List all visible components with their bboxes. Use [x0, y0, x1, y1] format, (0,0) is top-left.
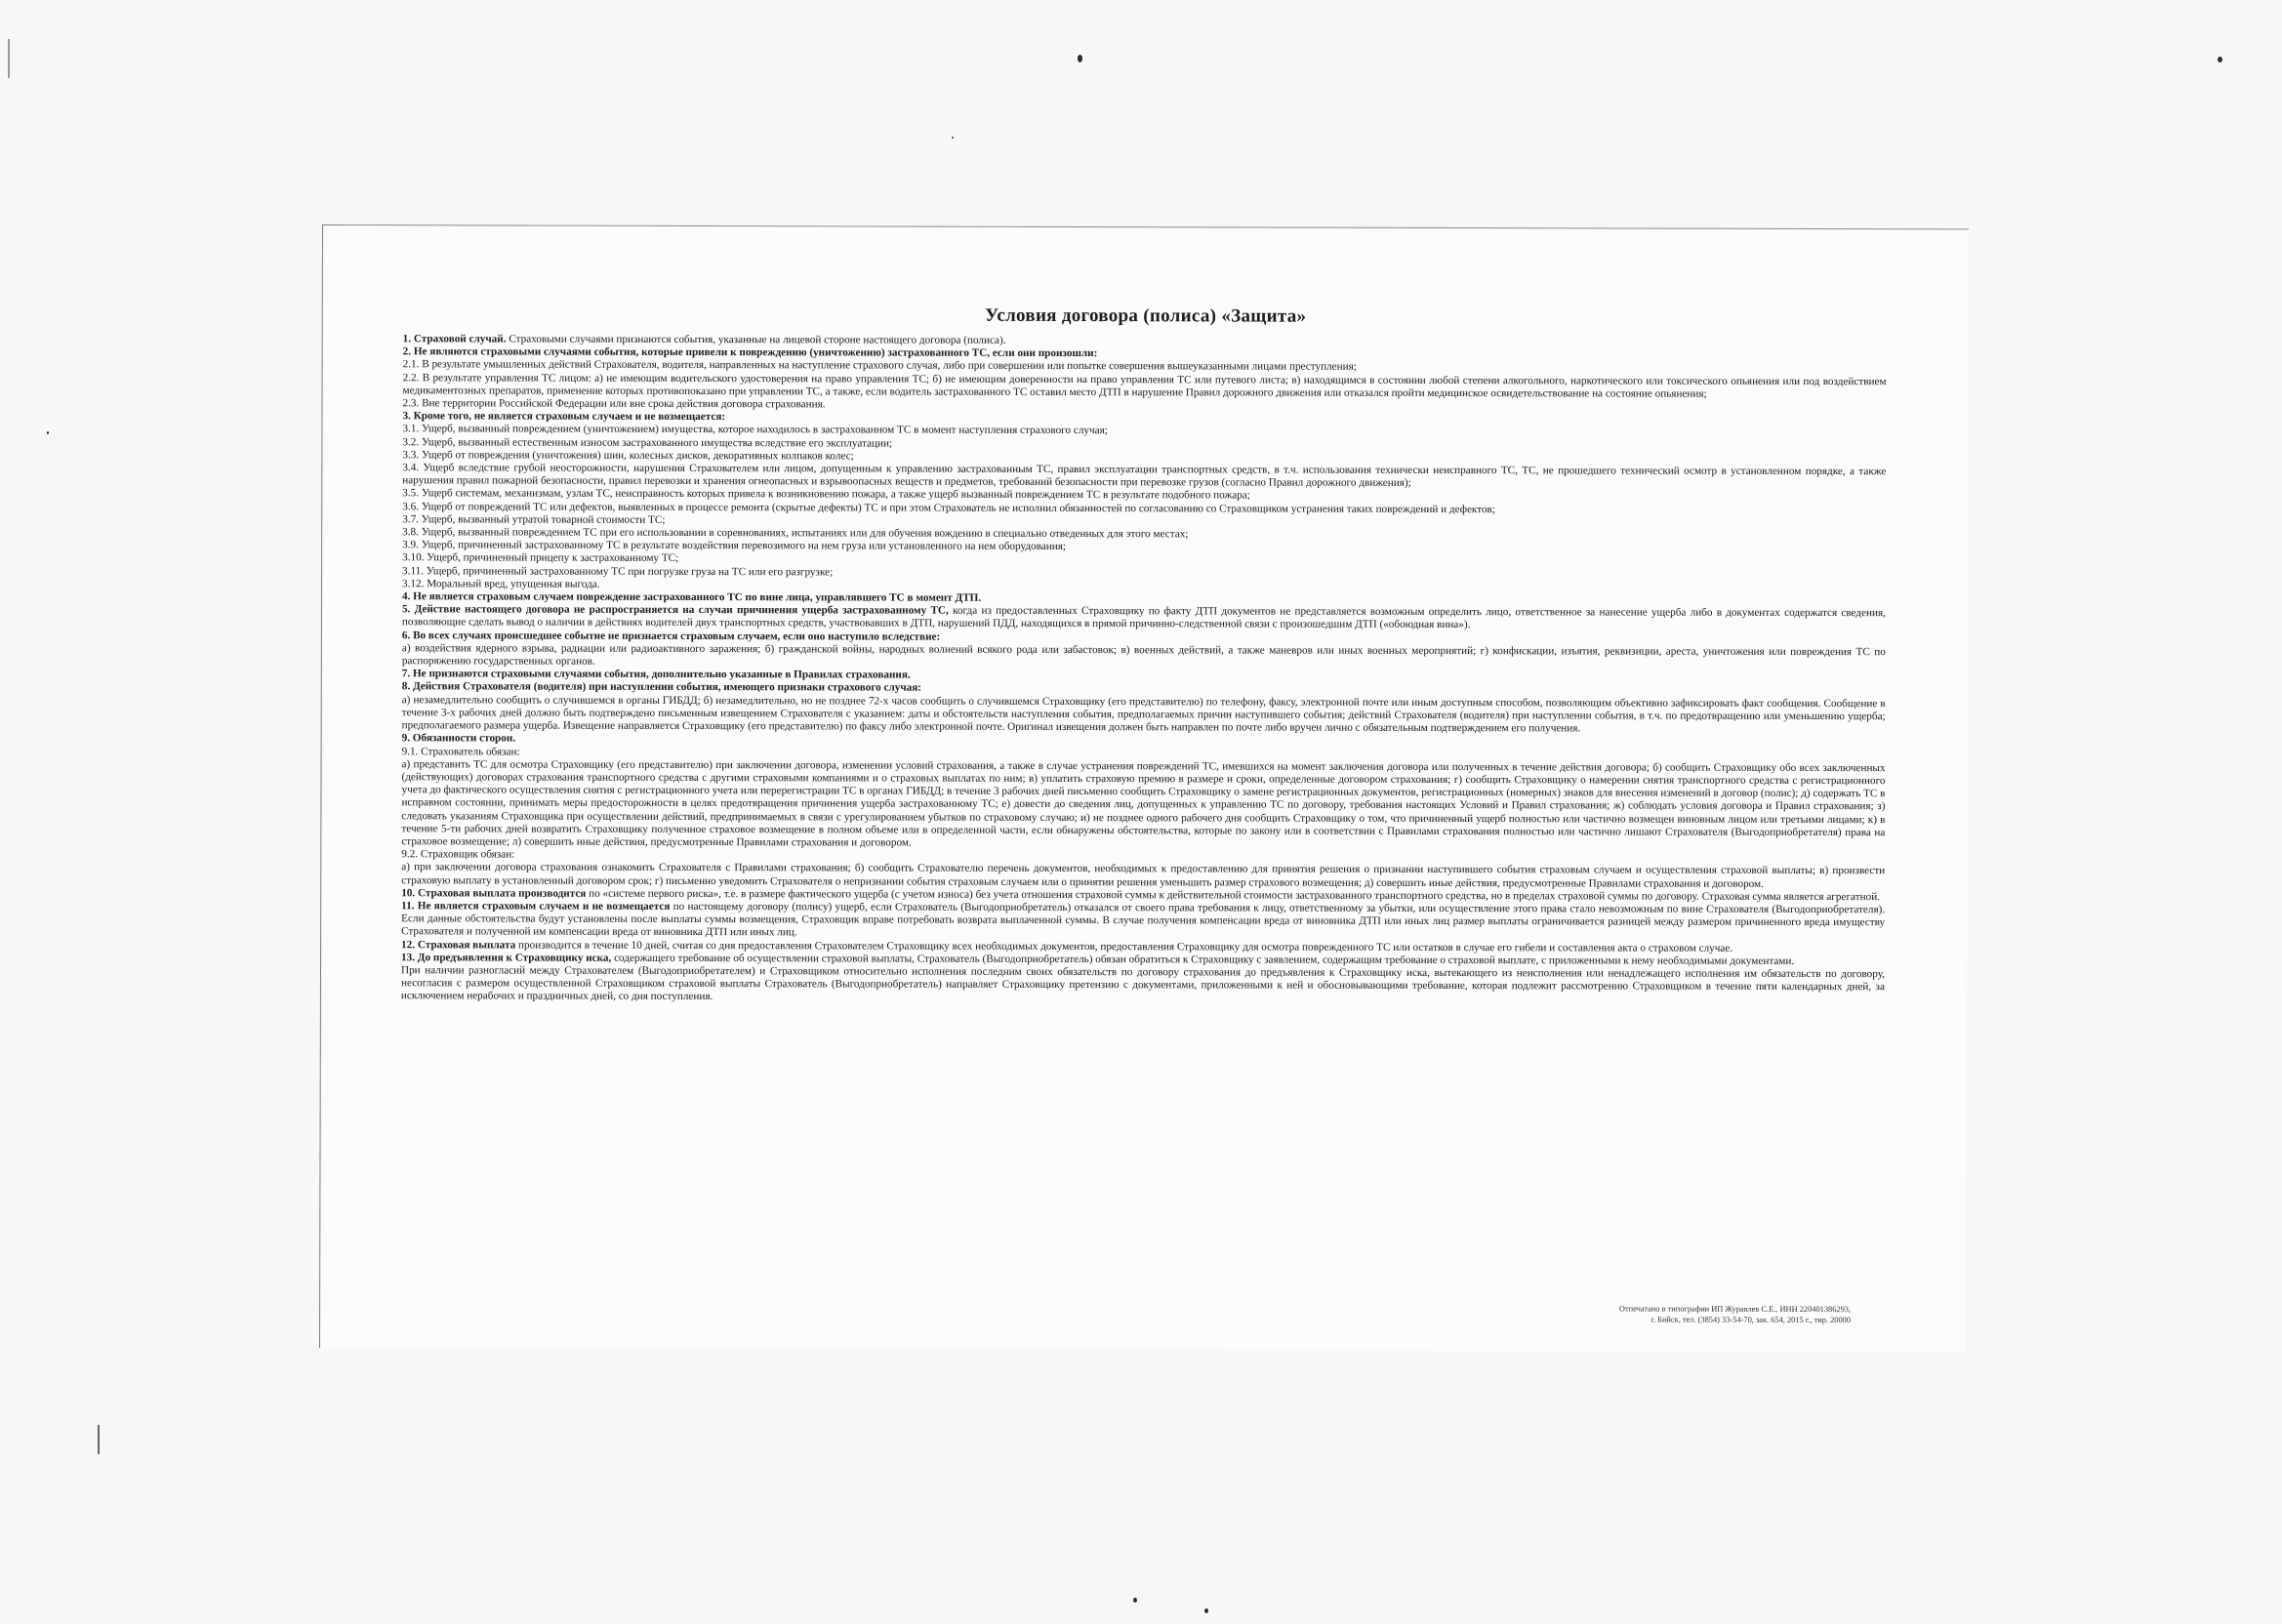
- clause-paragraph: [402, 642, 1886, 671]
- clause-text: а) воздействия ядерного взрыва, радиации или радиоактивного заражения; б) гражданской войны, народных волнений всякого рода или забастовок; в) военных действий, а также маневров или иных военных мероприятий; г) конфискации, изъятия, реквизиции, ареста, уничтожения или повреждения ТС по распоряжению государственных органов.: [401, 642, 1886, 668]
- clause-text: 3.12. Моральный вред, упущенная выгода.: [402, 578, 600, 590]
- clause-paragraph: [401, 862, 1885, 891]
- clause-text: 2.1. В результате умышленных действий Страхователя, водителя, направленных на наступление страхового случая, либо при совершении или попытке совершения вышеуказанными лицами преступления;: [402, 358, 1357, 374]
- clause-text: 3.8. Ущерб, вызванный повреждением ТС при его использовании в соревнованиях, испытаниях или для обучения вождению в специально отведенных для этого местах;: [402, 526, 1189, 541]
- scan-speck: [47, 431, 49, 434]
- clause-paragraph: [402, 603, 1886, 632]
- clause-text: 3.10. Ущерб, причиненный прицепу к застрахованному ТС;: [402, 551, 679, 565]
- clause-text: а) незамедлительно сообщить о случившемся в органы ГИБДД; б) незамедлительно, но не позднее 72-х часов сообщить о случившемся Страховщику (его представителю) по телефону, факсу, электронной почте или иным доступным способом, позволяющим объективно зафиксировать факт сообщения. Сообщение в течение 3-х рабочих дней должно быть подтверждено письменным извещением Страхователя с указанием: даты и обстоятельств наступления события, предполагаемых причин наступившего события; действий Страхователя (водителя) при наступлении события, в т.ч. по предотвращению или уменьшению ущерба; предполагаемого размера ущерба. Извещение направляется Страховщику (его представителю) по факсу либо электронной почте. Оригинал извещения должен быть направлен по почте либо вручен лично с обязательным подтверждением его получения.: [401, 693, 1886, 735]
- scan-speck: [1078, 55, 1082, 62]
- clause-paragraph: [402, 462, 1886, 491]
- clause-text: по настоящему договору (полису) ущерб, если Страхователь (Выгодоприобретатель) отказался от своего права требования к лицу, ответственному за убытки, или осуществление этого права стало невозможным по вине Страхователя (Выгодоприобретателя). Если данные обстоятельства будут установлены после выплаты суммы возмещения, Страховщик вправе потребовать возврата выплаченной суммы. В случае получения компенсации вреда от виновника ДТП или иных лиц размер выплаты ограничивается разницей между размером причиненного вреда имуществу Страхователя и полученной им компенсации вреда от виновника ДТП или иных лиц.: [401, 900, 1886, 939]
- clause-paragraph: [402, 694, 1886, 737]
- clause-text: 9.2. Страховщик обязан:: [401, 848, 515, 861]
- scan-edge-mark: [8, 39, 10, 78]
- clause-heading: 7. Не признаются страховыми случаями события, дополнительно указанные в Правилах страхования.: [401, 668, 911, 681]
- printer-imprint: [1528, 1304, 1851, 1325]
- clause-heading: 3. Кроме того, не является страховым случаем и не возмещается:: [402, 410, 726, 424]
- clause-text: При наличии разногласий между Страхователем (Выгодоприобретателем) и Страховщиком относительно исполнения последним своих обязательств по договору страхования до предъявления к Страховщику иска, вытекающего из неисполнения или ненадлежащего исполнения им обязательств по договору, несогласия с размером осуществленной Страховщиком страховой выплаты Страхователь (Выгодоприобретатель) направляет Страховщику претензию с документами, приложенными к ней и обосновывающими требование, которая подлежит рассмотрению Страховщиком в течение пяти календарных дней, за исключением нерабочих и праздничных дней, со дня поступления.: [400, 964, 1886, 1003]
- clause-heading: 6. Во всех случаях происшедшее событие не признается страховым случаем, если оно наступило вследствие:: [401, 629, 941, 643]
- clause-text: 2.2. В результате управления ТС лицом: а) не имеющим водительского удостоверения на право управления ТС; б) не имеющим доверенности на право управления ТС или путевого листа; в) находящимся в состоянии любой степени алкогольного, наркотического или токсического опьянения или под воздействием медикаментозных препаратов, применение которых противопоказано при управлении ТС, а также, если водитель застрахованного ТС оставил место ДТП в нарушение Правил дорожного движения или отказался пройти медицинское освидетельствование на состояние опьянения;: [402, 371, 1887, 400]
- contract-sheet: [319, 224, 1969, 1352]
- clause-heading: 10. Страховая выплата производится: [401, 886, 587, 900]
- clause-text: когда из предоставленных Страховщику по факту ДТП документов не представляется возможным определить лицо, ответственное за нанесение ущерба либо в документах содержатся сведения, позволяющие сделать вывод о наличии в действиях водителей двух транспортных средств, участвовавших в ДТП, нарушений ПДД, находящихся в прямой причинно-следственной связи с произошедшим ДТП («обоюдная вина»).: [401, 604, 1886, 631]
- clause-paragraph: [401, 758, 1885, 852]
- clause-text: по «системе первого риска», т.е. в размере фактического ущерба (с учетом износа) без учета отношения страховой суммы к действительной стоимости застрахованного транспортного средства, но в пределах страховой суммы по договору. Страховая сумма является агрегатной.: [586, 887, 1880, 903]
- clauses-body: [401, 333, 1887, 1007]
- clause-paragraph: [401, 900, 1885, 943]
- clause-text: 3.3. Ущерб от повреждения (уничтожения) шин, колесных дисков, декоративных колпаков колес;: [402, 449, 854, 463]
- clause-heading: 1. Страховой случай.: [402, 333, 507, 345]
- clause-heading: 13. До предъявления к Страховщику иска,: [401, 951, 612, 964]
- imprint-line: г. Бийск, тел. (3854) 33-54-70, зак. 654, 2015 г., тир. 20000: [1650, 1315, 1852, 1324]
- clause-text: 3.7. Ущерб, вызванный утратой товарной стоимости ТС;: [402, 513, 666, 526]
- clause-text: 3.9. Ущерб, причиненный застрахованному ТС в результате воздействия перевозимого на нем груза или установленного на нем оборудования;: [402, 539, 1066, 553]
- clause-text: 9.1. Страхователь обязан:: [401, 745, 520, 758]
- clause-paragraph: [401, 964, 1885, 1007]
- clause-heading: 12. Страховая выплата: [401, 938, 516, 952]
- scan-speck: [2218, 57, 2222, 62]
- scan-speck: [1204, 1608, 1208, 1613]
- clause-heading: 2. Не являются страховыми случаями события, которые привели к повреждению (уничтожению) застрахованного ТС, если они произошли:: [402, 345, 1098, 360]
- document-title: Условия договора (полиса) «Защита»: [985, 304, 1307, 327]
- clause-heading: 5. Действие настоящего договора не распространяется на случаи причинения ущерба застрахованному ТС,: [401, 603, 949, 617]
- clause-heading: 4. Не является страховым случаем повреждение застрахованного ТС по вине лица, управлявшего ТС в момент ДТП.: [401, 590, 982, 604]
- clause-text: 2.3. Вне территории Российской Федерации или вне срока действия договора страхования.: [402, 397, 826, 411]
- clause-text: 3.4. Ущерб вследствие грубой неосторожности, нарушения Страхователем или лицом, допущенным к управлению застрахованным ТС, правил эксплуатации транспортных средств, в т.ч. использования технически неисправного ТС, ТС, не прошедшего технический осмотр в установленном порядке, а также нарушения правил пожарной безопасности, правил перевозки и хранения огнеопасных и взрывоопасных веществ и предметов, требований безопасности при перевозке грузов (согласно Правил дорожного движения);: [402, 462, 1887, 490]
- clause-text: 3.2. Ущерб, вызванный естественным износом застрахованного имущества вследствие его эксплуатации;: [402, 435, 893, 450]
- clause-text: 3.6. Ущерб от повреждений ТС или дефектов, выявленных в процессе ремонта (скрытые дефекты) ТС и при этом Страхователь не исполнил обязанностей по согласованию со Страховщиком устранения таких повреждений и дефектов;: [402, 500, 1495, 515]
- clause-paragraph: [403, 372, 1887, 401]
- imprint-line: Отпечатано в типографии ИП Журавлев С.Е., ИНН 220401386293,: [1618, 1304, 1852, 1315]
- clause-text: 3.1. Ущерб, вызванный повреждением (уничтожением) имущества, которое находилось в застрахованном ТС в момент наступления страхового случая;: [402, 423, 1108, 437]
- clause-text: 3.5. Ущерб системам, механизмам, узлам ТС, неисправность которых привела к возникновению пожара, а также ущерб вызванный повреждением ТС в результате подобного пожара;: [402, 487, 1250, 502]
- clause-text: производится в течение 10 дней, считая со дня предоставления Страхователем Страховщику всех необходимых документов, предоставления Страховщику для осмотра поврежденного ТС или остатков в случае его гибели и составления акта о страховом случае.: [515, 939, 1733, 954]
- scan-edge-mark: [98, 1425, 100, 1454]
- scan-speck: [1133, 1598, 1137, 1603]
- clause-heading: 8. Действия Страхователя (водителя) при наступлении события, имеющего признаки страхового случая:: [401, 680, 922, 695]
- clause-text: содержащего требование об осуществлении страховой выплаты, Страхователь (Выгодоприобретатель) обязан обратиться к Страховщику с заявлением, содержащим требование о страховой выплате, с приложенными к нему необходимыми документами.: [611, 952, 1795, 967]
- scan-speck: [952, 137, 954, 139]
- clause-heading: 9. Обязанности сторон.: [401, 732, 516, 745]
- clause-text: а) представить ТС для осмотра Страховщику (его представителю) при заключении договора, изменении условий страхования, а также в случае устранения повреждений ТС, имевшихся на момент заключения договора или полученных в течение действия договора; б) сообщить Страховщику обо всех заключенных (действующих) договорах страхования транспортного средства с другими страховыми компаниями и о страховых выплатах по ним; в) уплатить страховую премию в размере и сроки, определенные договором страхования; г) сообщить Страховщику о намерении снятия транспортного средства с регистрационного учета до фактического осуществления снятия с регистрационного учета или перерегистрации ТС в органах ГИБДД; в течение 3 рабочих дней письменно сообщить Страховщику о замене регистрационных документов, регистрационных (номерных) знаков для внесения изменений в договор (полис); д) содержать ТС в исправном состоянии, принимать меры предосторожности в целях предотвращения причинения ущерба застрахованному ТС; е) довести до сведения лиц, допущенных к управлению ТС по договору, требования настоящих Условий и Правил страхования; ж) соблюдать условия договора и Правил страхования; з) следовать указаниям Страховщика при осуществлении действий, предпринимаемых в связи с урегулированием убытков по страховому случаю; и) не позднее одного рабочего дня сообщить Страховщику о том, что причиненный ущерб полностью или частично возмещен виновным лицом или третьими лицами; к) в течение 5-ти рабочих дней возвратить Страховщику полученное страховое возмещение в полном объеме или в определенной части, если обнаружены обстоятельства, которые по закону или в соответствии с Правилами страхования полностью или частично лишают Страхователя (Выгодоприобретателя) права на страховое возмещение; л) совершить иные действия, предусмотренные Правилами страхования и договором.: [401, 757, 1886, 849]
- clause-text: а) при заключении договора страхования ознакомить Страхователя с Правилами страхования; б) сообщить Страхователю перечень документов, необходимых к предоставлению для принятия решения о признании наступившего события страховым случаем и осуществления страховой выплаты; в) произвести страховую выплату в установленный договором срок; г) письменно уведомить Страхователя о непризнании события страховым случаем или о принятии решения уменьшить размер страхового возмещения; д) совершить иные действия, предусмотренные Правилами страхования и договором.: [401, 861, 1886, 890]
- clause-text: 3.11. Ущерб, причиненный застрахованному ТС при погрузке груза на ТС или его разгрузке;: [402, 564, 834, 579]
- clause-text: Страховыми случаями признаются события, указанные на лицевой стороне настоящего договора (полиса).: [506, 333, 1006, 346]
- clause-heading: 11. Не является страховым случаем и не возмещается: [401, 900, 671, 913]
